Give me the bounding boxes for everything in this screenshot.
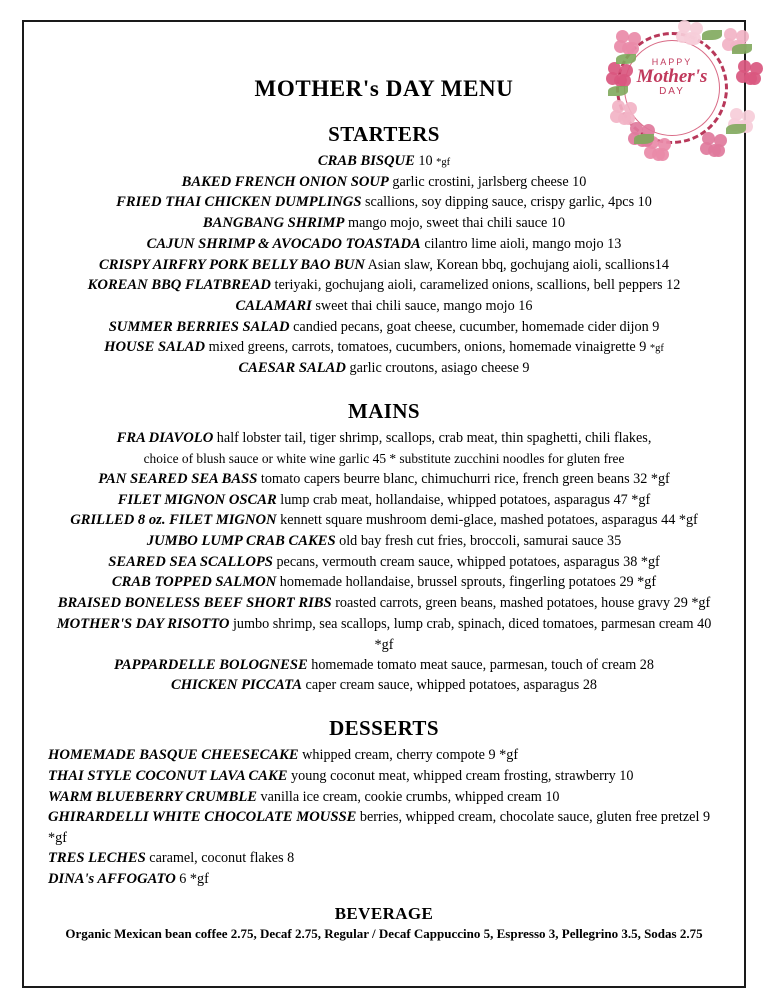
leaf-icon	[616, 54, 636, 64]
menu-item	[48, 428, 720, 449]
menu-item-name: DINA's AFFOGATO	[48, 870, 176, 887]
menu-item-description: 10	[414, 153, 437, 169]
menu-item-description: kennett square mushroom demi-glace, mashed potatoes, asparagus 44 *gf	[276, 512, 698, 529]
menu-item	[48, 655, 720, 676]
menu-item-description: caramel, coconut flakes 8	[145, 850, 295, 867]
menu-item-name: FRIED THAI CHICKEN DUMPLINGS	[116, 194, 362, 211]
menu-item	[48, 317, 720, 338]
menu-item-name: FRA DIAVOLO	[116, 429, 214, 446]
menu-item-name: CAJUN SHRIMP & AVOCADO TOASTADA	[146, 235, 421, 252]
menu-item-description: teriyaki, gochujang aioli, caramelized onions, scallions, bell peppers 12	[270, 277, 681, 294]
menu-item-description: sweet thai chili sauce, mango mojo 16	[311, 298, 533, 315]
menu-item-description: cilantro lime aioli, mango mojo 13	[420, 235, 622, 252]
menu-item-description: Asian slaw, Korean bbq, gochujang aioli, scallions14	[364, 256, 669, 273]
menu-item-name: PAPPARDELLE BOLOGNESE	[114, 656, 308, 673]
wreath-mothers-label: Mother's	[636, 66, 708, 88]
page-title: MOTHER's DAY MENU	[254, 76, 514, 101]
menu-content	[34, 32, 734, 976]
menu-item-description: whipped cream, cherry compote 9 *gf	[298, 747, 519, 764]
menu-item-description: mango mojo, sweet thai chili sauce 10	[344, 215, 566, 232]
menu-item-description: roasted carrots, green beans, mashed potatoes, house gravy 29 *gf	[331, 595, 711, 612]
menu-item-description: garlic crostini, jarlsberg cheese 10	[388, 173, 587, 190]
wreath-day-label: DAY	[659, 86, 685, 98]
gluten-free-marker: *gf	[649, 343, 664, 355]
menu-item-name: HOMEMADE BASQUE CHEESECAKE	[48, 747, 299, 764]
menu-item	[48, 172, 720, 193]
menu-item-name: CHICKEN PICCATA	[170, 677, 302, 694]
menu-item	[48, 572, 720, 593]
menu-item	[48, 296, 720, 317]
menu-item-name: KOREAN BBQ FLATBREAD	[87, 277, 271, 294]
menu-item	[48, 192, 720, 213]
menu-item-description: vanilla ice cream, cookie crumbs, whipped cream 10	[256, 788, 560, 805]
menu-item-name: SUMMER BERRIES SALAD	[108, 318, 290, 335]
menu-item-description: pecans, vermouth cream sauce, whipped potatoes, asparagus 38 *gf	[272, 553, 660, 570]
menu-item	[48, 869, 720, 890]
menu-item	[48, 675, 720, 696]
wreath-text	[624, 58, 720, 98]
menu-sections	[48, 122, 720, 890]
beverage-line: Organic Mexican bean coffee 2.75, Decaf 2.75, Regular / Decaf Cappuccino 5, Espresso 3, Pellegrino 3.5, Sodas 2.75	[65, 925, 703, 941]
menu-item-description: choice of blush sauce or white wine garlic 45 * substitute zucchini noodles for gluten free	[143, 450, 625, 466]
menu-item-name: GHIRARDELLI WHITE CHOCOLATE MOUSSE	[48, 809, 357, 826]
menu-item	[48, 510, 720, 531]
menu-item-description: mixed greens, carrots, tomatoes, cucumbers, onions, homemade vinaigrette 9	[205, 339, 650, 356]
menu-item-description: lump crab meat, hollandaise, whipped potatoes, asparagus 47 *gf	[276, 491, 651, 508]
menu-item-name: BANGBANG SHRIMP	[202, 215, 345, 232]
menu-item-name: GRILLED 8 oz. FILET MIGNON	[70, 512, 277, 529]
flower-icon	[738, 60, 768, 90]
menu-item	[48, 275, 720, 296]
menu-item	[48, 745, 720, 766]
menu-item-description: tomato capers beurre blanc, chimuchurri rice, french green beans 32 *gf	[257, 470, 670, 487]
leaf-icon	[732, 44, 752, 54]
menu-item-name: MOTHER'S DAY RISOTTO	[56, 615, 230, 632]
menu-item	[48, 213, 720, 234]
menu-item-name: CRAB TOPPED SALMON	[111, 574, 277, 591]
menu-item	[48, 358, 720, 379]
menu-item-description: young coconut meat, whipped cream frosting, strawberry 10	[287, 767, 634, 784]
menu-item-name: TRES LECHES	[48, 850, 146, 867]
menu-item-description: jumbo shrimp, sea scallops, lump crab, spinach, diced tomatoes, parmesan cream 40 *gf	[229, 615, 712, 653]
menu-item-description: homemade hollandaise, brussel sprouts, fingerling potatoes 29 *gf	[276, 574, 657, 591]
menu-item-description: old bay fresh cut fries, broccoli, samurai sauce 35	[335, 532, 622, 549]
menu-item	[48, 531, 720, 552]
menu-item	[48, 593, 720, 614]
menu-item-name: FILET MIGNON OSCAR	[117, 491, 277, 508]
menu-item	[48, 469, 720, 490]
section-title-mains: MAINS	[347, 398, 420, 423]
menu-item-description: caper cream sauce, whipped potatoes, asparagus 28	[301, 677, 598, 694]
leaf-icon	[608, 86, 628, 96]
menu-item	[48, 151, 720, 172]
menu-item-name: CAESAR SALAD	[238, 360, 346, 377]
flower-icon	[702, 132, 732, 162]
menu-item-description: garlic croutons, asiago cheese 9	[345, 360, 530, 377]
menu-item-description: 6 *gf	[175, 870, 209, 887]
menu-item-name: BAKED FRENCH ONION SOUP	[181, 173, 389, 190]
menu-item-name: WARM BLUEBERRY CRUMBLE	[48, 788, 257, 805]
leaf-icon	[634, 134, 654, 144]
menu-item-name: THAI STYLE COCONUT LAVA CAKE	[48, 767, 288, 784]
menu-item-description: candied pecans, goat cheese, cucumber, homemade cider dijon 9	[289, 318, 660, 335]
menu-item	[48, 787, 720, 808]
menu-item-description: half lobster tail, tiger shrimp, scallops, crab meat, thin spaghetti, chili flakes,	[213, 429, 652, 446]
menu-item-description: berries, whipped cream, chocolate sauce, gluten free pretzel 9 *gf	[48, 809, 711, 846]
menu-item-name: BRAISED BONELESS BEEF SHORT RIBS	[57, 595, 332, 612]
menu-item	[48, 449, 720, 469]
section-title-starters: STARTERS	[328, 122, 440, 146]
menu-item-name: CALAMARI	[235, 298, 312, 315]
menu-item-name: CRAB BISQUE	[317, 153, 415, 169]
leaf-icon	[702, 30, 722, 40]
section-title-desserts: DESSERTS	[329, 716, 439, 741]
menu-item-name: SEARED SEA SCALLOPS	[108, 553, 273, 570]
mothers-day-wreath-badge	[598, 24, 750, 152]
leaf-icon	[726, 124, 746, 134]
menu-item	[48, 234, 720, 255]
menu-item	[48, 552, 720, 573]
menu-item	[48, 848, 720, 869]
menu-item	[48, 490, 720, 511]
menu-item-description: scallions, soy dipping sauce, crispy garlic, 4pcs 10	[361, 194, 652, 211]
menu-item-description: homemade tomato meat sauce, parmesan, touch of cream 28	[307, 656, 654, 673]
menu-item	[48, 337, 720, 358]
menu-item	[48, 255, 720, 276]
menu-item-name: CRISPY AIRFRY PORK BELLY BAO BUN	[99, 256, 365, 273]
menu-item	[48, 807, 720, 848]
gluten-free-marker: *gf	[436, 157, 451, 168]
wreath-happy-label: HAPPY	[651, 57, 693, 67]
menu-item-name: HOUSE SALAD	[104, 339, 206, 356]
menu-item	[48, 614, 720, 655]
section-title-beverage: BEVERAGE	[334, 903, 434, 923]
menu-item	[48, 766, 720, 787]
menu-item-name: JUMBO LUMP CRAB CAKES	[146, 532, 336, 549]
menu-item-name: PAN SEARED SEA BASS	[98, 470, 258, 487]
